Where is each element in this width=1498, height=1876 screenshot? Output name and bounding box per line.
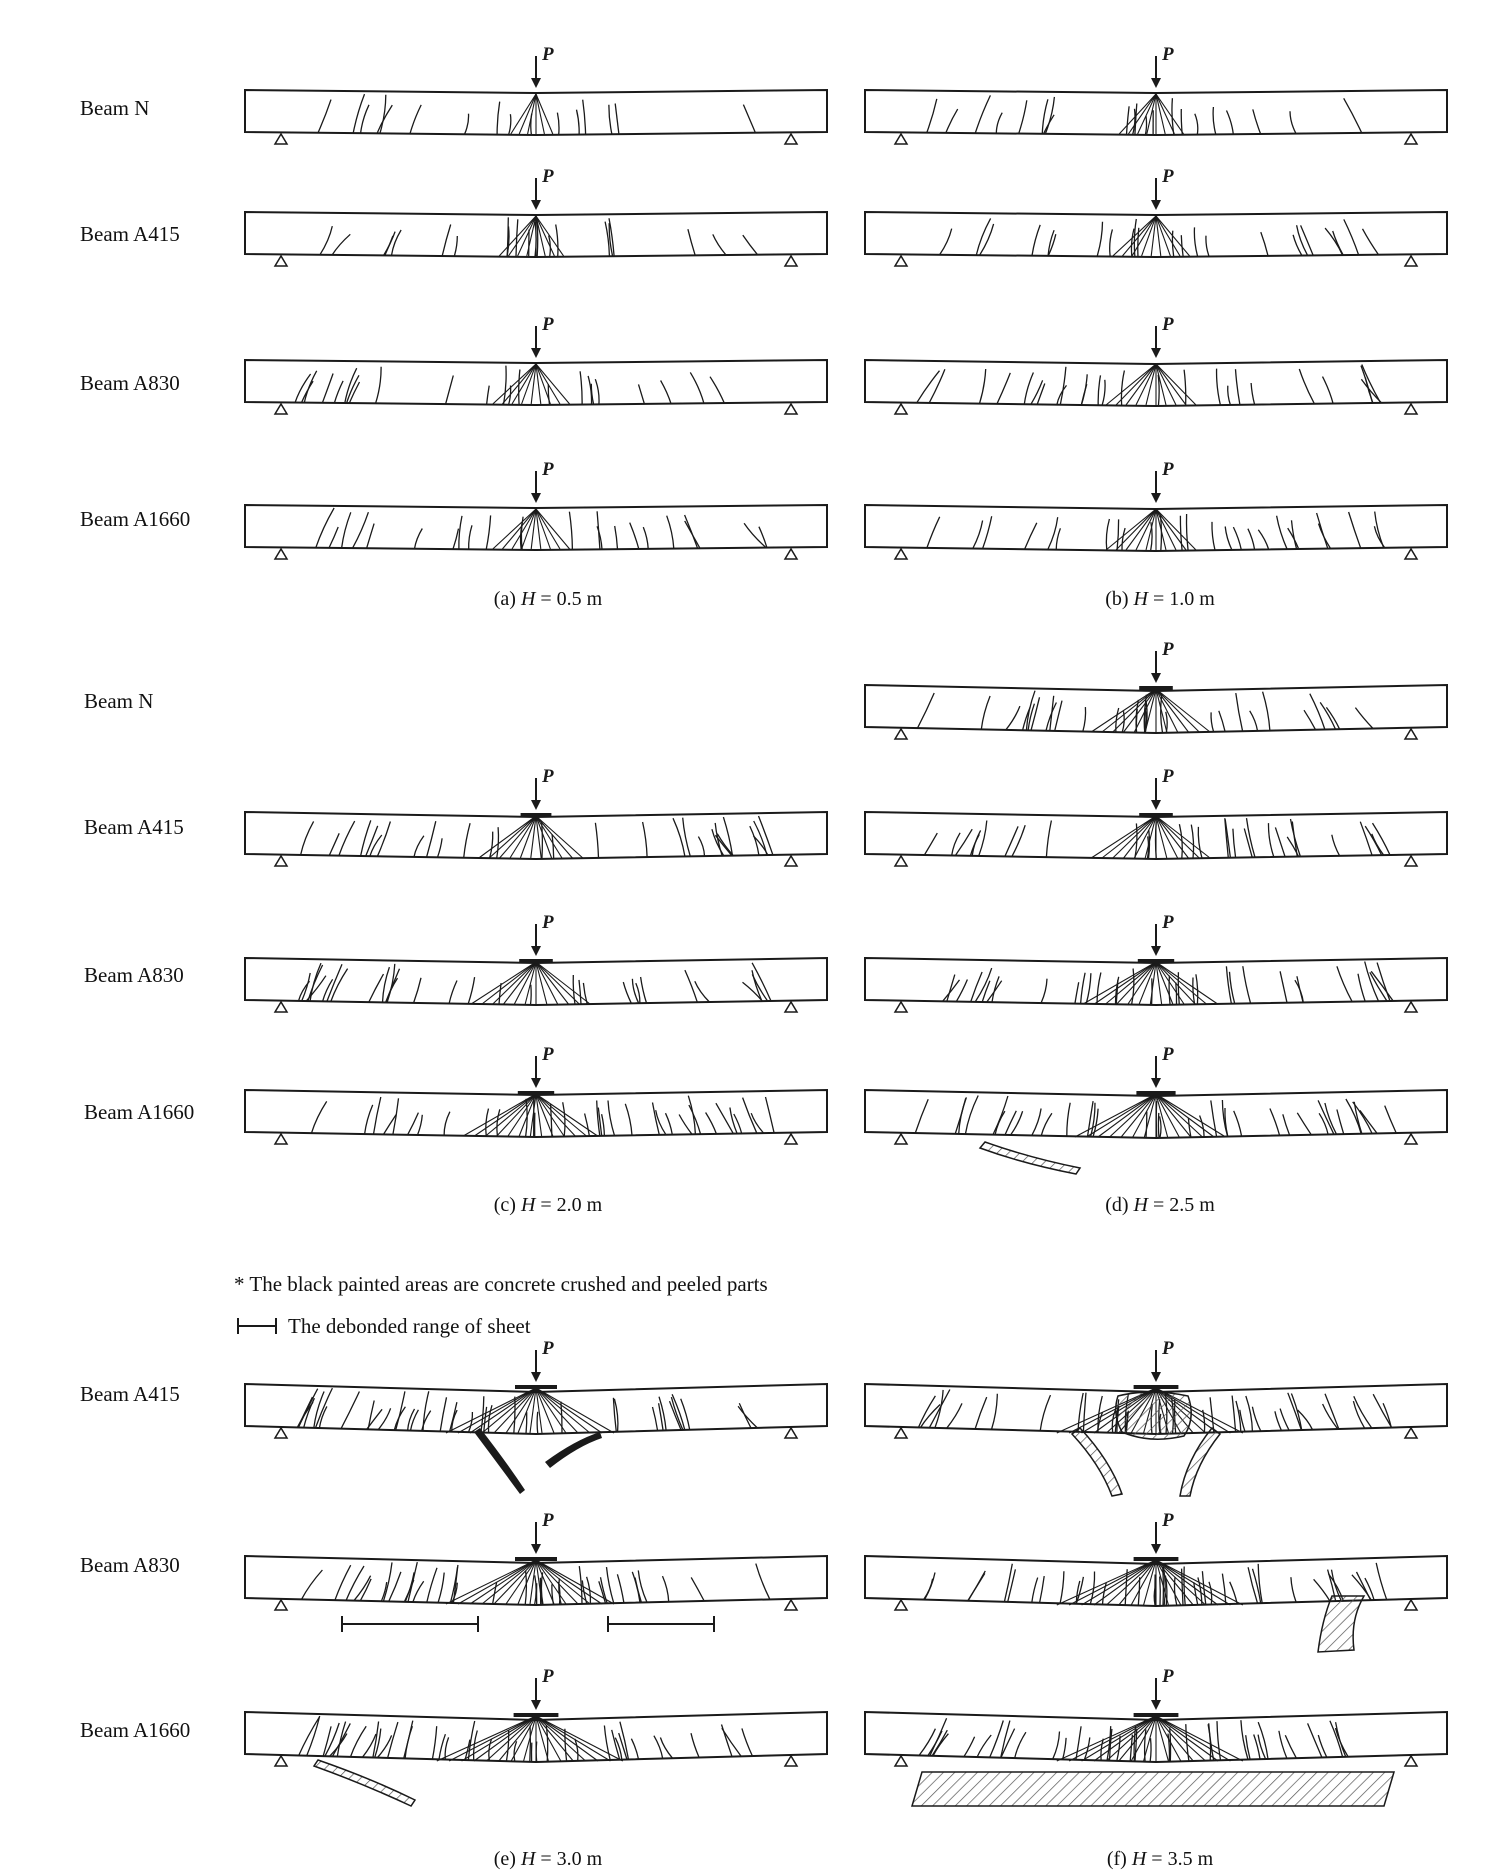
load-label: P [1162, 1510, 1174, 1531]
load-label: P [542, 44, 554, 65]
label-top-beam-a415: Beam A415 [80, 222, 180, 246]
load-label: P [1162, 639, 1174, 660]
load-label: P [542, 1044, 554, 1065]
peeled-sheet-f-a415-right [1180, 1428, 1220, 1496]
load-label: P [1162, 1044, 1174, 1065]
load-label: P [542, 1338, 554, 1359]
detached-sheet-f-a1660 [912, 1772, 1394, 1806]
load-label: P [542, 314, 554, 335]
caption-e: (e) H = 3.0 m [493, 1848, 603, 1870]
caption-d: (d) H = 2.5 m [1105, 1194, 1215, 1216]
peeled-sheet-e-a415-left [474, 1428, 525, 1494]
note-black-areas: * The black painted areas are concrete crushed and peeled parts [234, 1272, 768, 1296]
label-bot-beam-a830: Beam A830 [80, 1553, 180, 1577]
load-label: P [542, 1666, 554, 1687]
label-top-beam-n: Beam N [80, 96, 150, 120]
peeled-sheet-f-a415-left [1072, 1428, 1122, 1496]
caption-b: (b) H = 1.0 m [1105, 588, 1215, 610]
debonded-range-e-a830-left [342, 1616, 478, 1632]
label-top-beam-a830: Beam A830 [80, 371, 180, 395]
load-label: P [542, 912, 554, 933]
peeled-sheet-e-a415-right [545, 1432, 602, 1468]
label-mid-beam-a415: Beam A415 [84, 815, 184, 839]
note-debonded: The debonded range of sheet [288, 1314, 531, 1338]
load-label: P [1162, 912, 1174, 933]
load-label: P [1162, 44, 1174, 65]
label-mid-beam-a1660: Beam A1660 [84, 1100, 195, 1124]
load-label: P [1162, 314, 1174, 335]
load-label: P [1162, 459, 1174, 480]
label-bot-beam-a1660: Beam A1660 [80, 1718, 191, 1742]
debonded-range-e-a830-right [608, 1616, 714, 1632]
label-mid-beam-n: Beam N [84, 689, 154, 713]
load-label: P [542, 459, 554, 480]
caption-c: (c) H = 2.0 m [493, 1194, 603, 1216]
caption-f: (f) H = 3.5 m [1106, 1848, 1214, 1870]
label-bot-beam-a415: Beam A415 [80, 1382, 180, 1406]
load-label: P [1162, 166, 1174, 187]
load-label: P [542, 1510, 554, 1531]
crushed-zone-f-a415 [1116, 1392, 1191, 1439]
load-label: P [1162, 1666, 1174, 1687]
load-label: P [542, 166, 554, 187]
label-top-beam-a1660: Beam A1660 [80, 507, 191, 531]
load-label: P [1162, 766, 1174, 787]
label-mid-beam-a830: Beam A830 [84, 963, 184, 987]
peeled-sheet-e-a1660 [314, 1760, 415, 1806]
load-label: P [542, 766, 554, 787]
caption-a: (a) H = 0.5 m [493, 588, 603, 610]
peeled-sheet-d-a1660 [980, 1142, 1080, 1174]
peeled-sheet-f-a830 [1318, 1596, 1364, 1652]
load-label: P [1162, 1338, 1174, 1359]
